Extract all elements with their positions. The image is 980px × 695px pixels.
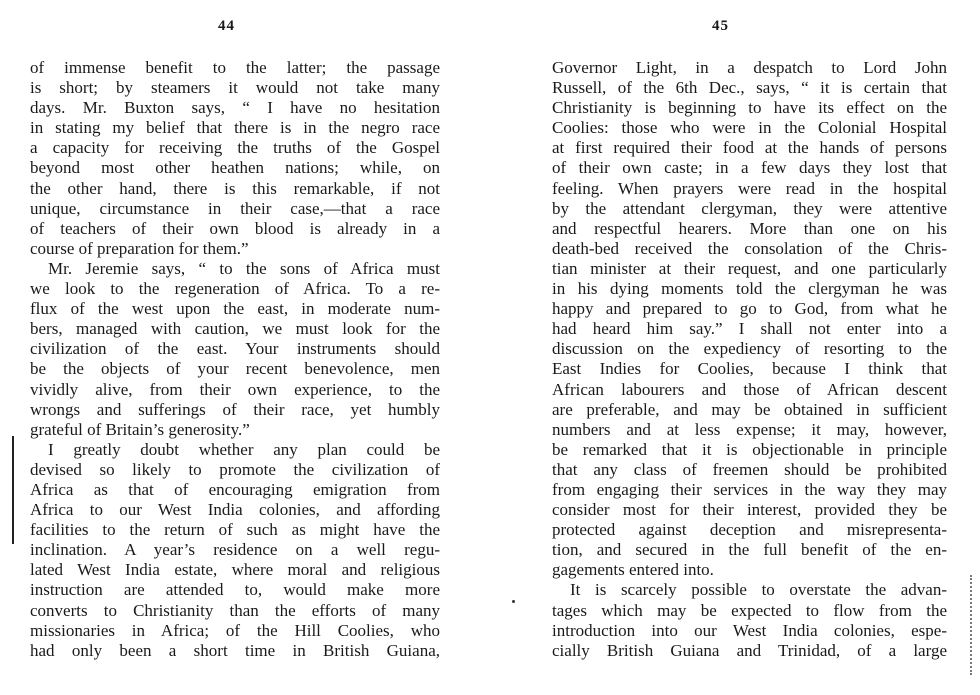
text-line: we look to the regeneration of Africa. To a re- [30,279,440,299]
text-line: are preferable, and may be obtained in sufficient [552,399,947,419]
text-line: had only been a short time in British Guiana, [30,640,440,660]
text-line: feeling. When prayers were read in the hospital [552,178,947,198]
text-line: Africa to our West India colonies, and affording [30,500,440,520]
text-line: devised so likely to promote the civilization of [30,459,440,479]
right-page [490,0,980,695]
text-line: consider most for their interest, provided they be [552,500,947,520]
text-line: at first required their food at the hands of persons [552,138,947,158]
left-text-block [30,58,440,661]
text-line: civilization of the east. Your instruments should [30,339,440,359]
text-line: tian minister at their request, and one particularly [552,258,947,278]
text-line: from engaging their services in the way they may [552,479,947,499]
text-line: wrongs and sufferings of their race, yet humbly [30,399,440,419]
text-line: converts to Christianity than the efforts of many [30,600,440,620]
text-line: happy and prepared to go to God, from what he [552,299,947,319]
text-line: facilities to the return of such as might have the [30,520,440,540]
text-line: protected against deception and misrepresenta- [552,520,947,540]
text-line: instruction are attended to, would make more [30,580,440,600]
text-line: is short; by steamers it would not take many [30,78,440,98]
text-line: death-bed received the consolation of the Chris- [552,238,947,258]
text-line: bers, managed with caution, we must look for the [30,319,440,339]
text-line: flux of the west upon the east, in moderate num- [30,299,440,319]
text-line: days. Mr. Buxton says, “ I have no hesitation [30,98,440,118]
text-line: gagements entered into. [552,560,714,580]
text-line: be remarked that it is objectionable in principle [552,439,947,459]
text-line: East Indies for Coolies, because I think that [552,359,947,379]
text-line: of their own caste; in a few days they lost that [552,158,947,178]
text-line: Coolies: those who were in the Colonial Hospital [552,118,947,138]
text-line: I greatly doubt whether any plan could be [48,439,440,459]
page-edge-mark [970,575,974,675]
text-line: Russell, of the 6th Dec., says, “ it is certain that [552,78,947,98]
text-line: discussion on the expediency of resorting to the [552,339,947,359]
text-line: of teachers of their own blood is already in a [30,218,440,238]
text-line: and respectful hearers. More than one on his [552,218,947,238]
text-line: that any class of freemen should be prohibited [552,459,947,479]
text-line: unique, circumstance in their case,—that a race [30,198,440,218]
text-line: missionaries in Africa; of the Hill Coolies, who [30,620,440,640]
text-line: cially British Guiana and Trinidad, of a large [552,640,947,660]
text-line: It is scarcely possible to overstate the advan- [570,580,947,600]
text-line: Christianity is beginning to have its effect on the [552,98,947,118]
text-line: inclination. A year’s residence on a well regu- [30,540,440,560]
text-line: African labourers and those of African descent [552,379,947,399]
page-number-left: 44 [218,18,235,34]
left-page [0,0,470,695]
text-line: vividly alive, from their own experience, to the [30,379,440,399]
page-number-right: 45 [712,18,729,34]
print-speck [512,600,515,603]
text-line: in stating my belief that there is in the negro race [30,118,440,138]
text-line: beyond most other heathen nations; while, on [30,158,440,178]
text-line: be the objects of your recent benevolence, men [30,359,440,379]
text-line: a capacity for receiving the truths of the Gospel [30,138,440,158]
text-line: in his dying moments told the clergyman he was [552,279,947,299]
text-line: grateful of Britain’s generosity.” [30,419,250,439]
text-line: tion, and secured in the full benefit of the en- [552,540,947,560]
text-line: course of preparation for them.” [30,238,249,258]
text-line: numbers and at less expense; it may, however, [552,419,947,439]
text-line: by the attendant clergyman, they were attentive [552,198,947,218]
margin-rule [12,436,14,544]
text-line: the other hand, there is this remarkable, if not [30,178,440,198]
text-line: of immense benefit to the latter; the passage [30,58,440,77]
text-line: Africa as that of encouraging emigration from [30,479,440,499]
text-line: tages which may be expected to flow from the [552,600,947,620]
right-text-block [552,58,947,661]
text-line: Governor Light, in a despatch to Lord John [552,58,947,77]
text-line: Mr. Jeremie says, “ to the sons of Africa must [48,258,440,278]
text-line: had heard him say.” I shall not enter into a [552,319,947,339]
text-line: introduction into our West India colonies, espe- [552,620,947,640]
text-line: lated West India estate, where moral and religious [30,560,440,580]
